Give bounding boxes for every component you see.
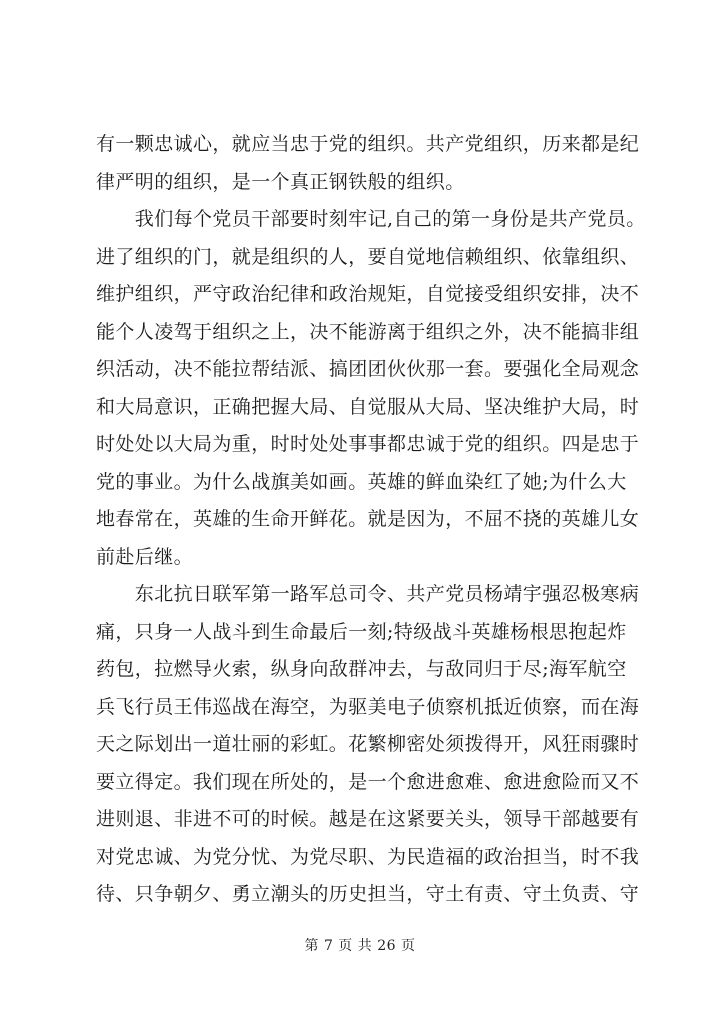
text-line: 地春常在，英雄的生命开鲜花。就是因为，不屈不挠的英雄儿女: [96, 508, 640, 530]
text-line: 待、只争朝夕、勇立潮头的历史担当，守土有责、守土负责、守: [96, 883, 640, 905]
text-line: 我们每个党员干部要时刻牢记,自己的第一身份是共产党员。: [96, 208, 646, 230]
text-line: 兵飞行员王伟巡战在海空，为驱美电子侦察机抵近侦察，而在海: [96, 695, 640, 718]
text-line: 律严明的组织，是一个真正钢铁般的组织。: [96, 170, 465, 193]
text-line: 前赴后继。: [96, 545, 194, 568]
text-line: 党的事业。为什么战旗美如画。英雄的鲜血染红了她;为什么大: [96, 470, 627, 493]
text-line: 天之际划出一道壮丽的彩虹。花繁柳密处须拨得开，风狂雨骤时: [96, 733, 640, 755]
text-line: 痛，只身一人战斗到生命最后一刻;特级战斗英雄杨根思抱起炸: [96, 620, 627, 643]
text-line: 要立得定。我们现在所处的，是一个愈进愈难、愈进愈险而又不: [96, 770, 640, 793]
text-line: 进了组织的门，就是组织的人，要自觉地信赖组织、依靠组织、: [96, 245, 640, 268]
text-line: 织活动，决不能拉帮结派、搞团团伙伙那一套。要强化全局观念: [96, 358, 640, 380]
text-line: 有一颗忠诚心，就应当忠于党的组织。共产党组织，历来都是纪: [96, 133, 640, 155]
text-line: 东北抗日联军第一路军总司令、共产党员杨靖宇强忍极寒病: [96, 583, 640, 605]
text-line: 能个人凌驾于组织之上，决不能游离于组织之外，决不能搞非组: [96, 320, 640, 343]
text-line: 和大局意识，正确把握大局、自觉服从大局、坚决维护大局，时: [96, 395, 640, 418]
text-line: 对党忠诚、为党分忧、为党尽职、为民造福的政治担当，时不我: [96, 845, 640, 868]
page-number-footer: 第 7 页 共 26 页: [304, 938, 416, 954]
text-line: 进则退、非进不可的时候。越是在这紧要关头，领导干部越要有: [96, 808, 640, 830]
text-line: 药包，拉燃导火索，纵身向敌群冲去，与敌同归于尽;海军航空: [96, 658, 627, 680]
text-line: 维护组织，严守政治纪律和政治规矩，自觉接受组织安排，决不: [96, 283, 640, 305]
text-line: 时处处以大局为重，时时处处事事都忠诚于党的组织。四是忠于: [96, 433, 640, 455]
body-text: [96, 126, 646, 914]
